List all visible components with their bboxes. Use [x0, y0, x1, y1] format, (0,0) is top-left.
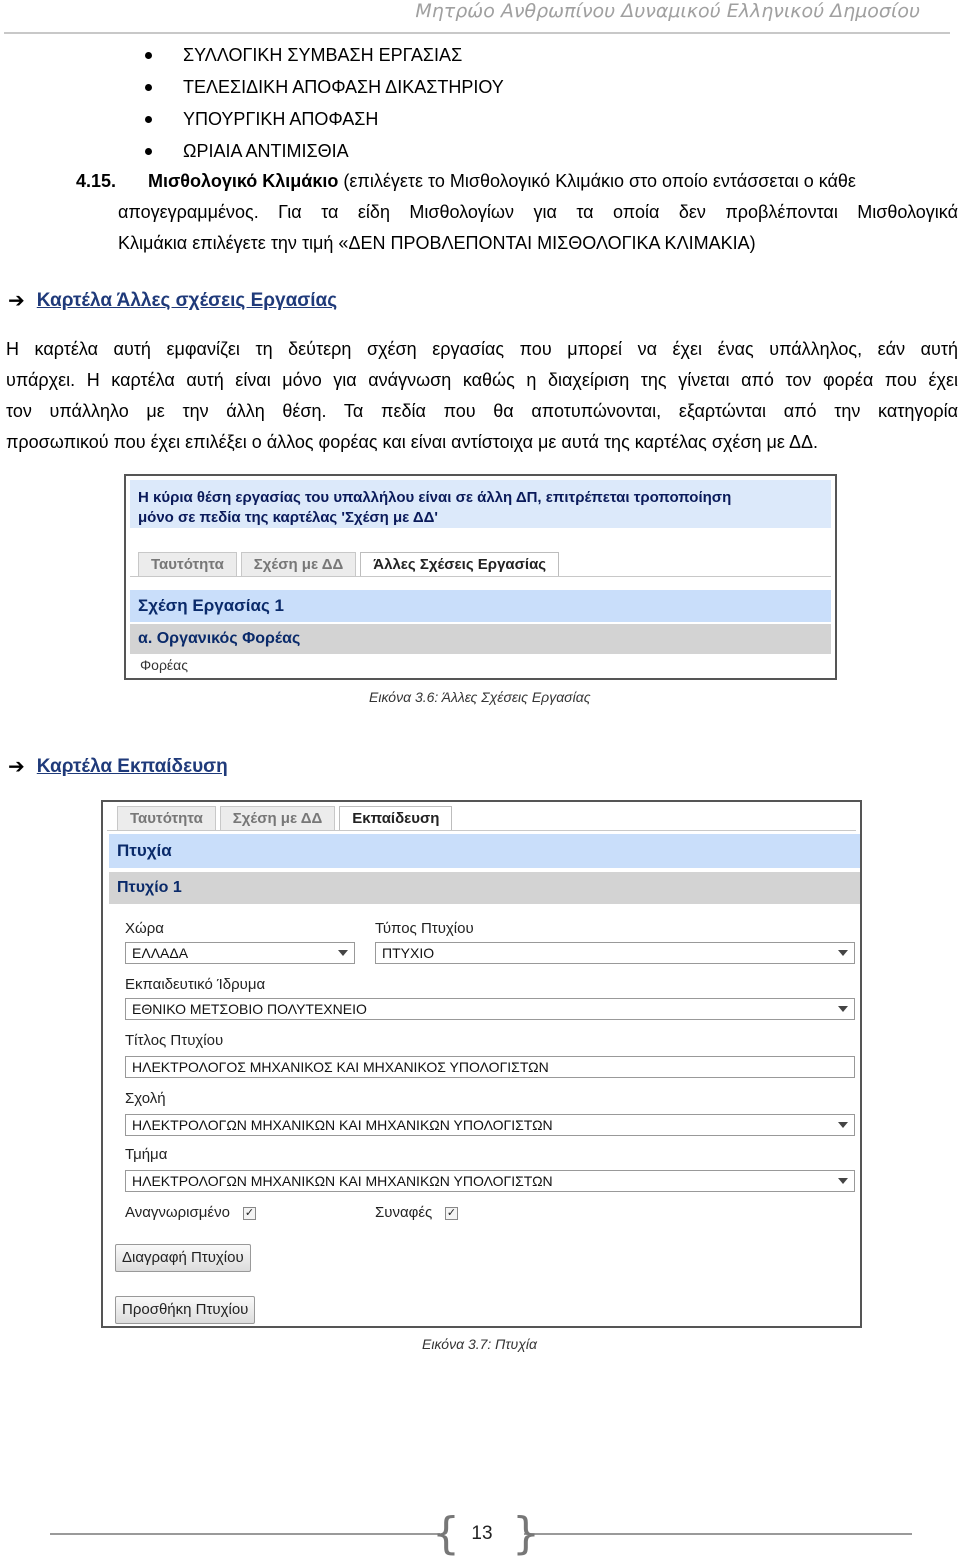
country-value: ΕΛΛΑΔΑ	[132, 945, 189, 961]
item-text: (επιλέγετε το Μισθολογικό Κλιμάκιο στο οποίο εντάσσεται ο κάθε	[338, 171, 856, 191]
left-brace-icon: {	[432, 1508, 460, 1559]
arrow-right-icon: ➔	[8, 756, 25, 778]
list-item: ΣΥΛΛΟΓΙΚΗ ΣΥΜΒΑΣΗ ΕΡΓΑΣΙΑΣ	[145, 42, 504, 74]
section-heading-other-relations	[8, 288, 337, 313]
field-label-body: Φορέας	[140, 657, 189, 673]
list-item: ΥΠΟΥΡΓΙΚΗ ΑΠΟΦΑΣΗ	[145, 106, 504, 138]
figure-caption: Εικόνα 3.7: Πτυχία	[422, 1336, 537, 1352]
figure-other-relations-screenshot	[124, 474, 837, 680]
tab-relation-dd[interactable]: Σχέση με ΔΔ	[241, 552, 356, 576]
item-number: 4.15.	[76, 171, 117, 191]
contract-type-list	[145, 42, 504, 170]
footer-rule-left	[50, 1533, 440, 1535]
tab-education[interactable]: Εκπαίδευση	[339, 806, 452, 830]
relation-header: Σχέση Εργασίας 1	[130, 590, 831, 622]
list-item: ΤΕΛΕΣΙΔΙΚΗ ΑΠΟΦΑΣΗ ΔΙΚΑΣΤΗΡΙΟΥ	[145, 74, 504, 106]
list-item: ΩΡΙΑΙΑ ΑΝΤΙΜΙΣΘΙΑ	[145, 138, 504, 170]
para1-line: τον υπάλληλο με την άλλη θέση. Τα πεδία που θα αποτυπώνονται, εξαρτώνται από την κατηγορία	[6, 401, 958, 421]
para1-line: προσωπικού που έχει επιλέξει ο άλλος φορέας και είναι αντίστοιχα με αυτά της καρτέλας σχέση με ΔΔ.	[6, 432, 819, 452]
info-banner	[130, 480, 831, 528]
chevron-down-icon	[838, 950, 848, 956]
tab-identity[interactable]: Ταυτότητα	[138, 552, 237, 576]
tab-bar	[138, 552, 559, 576]
item-4-15-line1	[76, 166, 958, 197]
school-select[interactable]	[125, 1114, 855, 1136]
section-title: Καρτέλα Εκπαίδευση	[36, 755, 228, 777]
footer-rule-right	[524, 1533, 912, 1535]
para1-line: υπάρχει. Η καρτέλα αυτή είναι μόνο για ανάγνωση καθώς η διαχείριση της γίνεται από τον φορέα που έχει	[6, 370, 958, 390]
delete-degree-button[interactable]: Διαγραφή Πτυχίου	[115, 1244, 251, 1272]
institution-label: Εκπαιδευτικό Ίδρυμα	[125, 976, 266, 993]
page-number: 13	[471, 1523, 493, 1544]
degree-1-header: Πτυχίο 1	[109, 872, 860, 904]
header-rule	[4, 32, 950, 34]
tab-relation-dd[interactable]: Σχέση με ΔΔ	[220, 806, 335, 830]
info-banner-line: μόνο σε πεδία της καρτέλας 'Σχέση με ΔΔ'	[138, 509, 438, 526]
related-checkbox[interactable]: ✓	[446, 1207, 457, 1219]
organic-body-header: α. Οργανικός Φορέας	[130, 624, 831, 654]
chevron-down-icon	[838, 1122, 848, 1128]
school-label: Σχολή	[125, 1090, 166, 1107]
degree-type-select[interactable]	[375, 942, 855, 964]
department-label: Τμήμα	[125, 1146, 168, 1163]
figure-caption: Εικόνα 3.6: Άλλες Σχέσεις Εργασίας	[369, 689, 591, 705]
info-banner-line: Η κύρια θέση εργασίας του υπαλλήλου είναι σε άλλη ΔΠ, επιτρέπεται τροποποίηση	[138, 489, 732, 506]
right-brace-icon: }	[512, 1508, 540, 1559]
tab-underline	[130, 576, 831, 577]
department-select[interactable]	[125, 1170, 855, 1192]
recognized-label: Αναγνωρισμένο	[125, 1204, 230, 1221]
chevron-down-icon	[838, 1178, 848, 1184]
country-select[interactable]	[125, 942, 355, 964]
degrees-header: Πτυχία	[109, 834, 860, 868]
para1-line: Η καρτέλα αυτή εμφανίζει τη δεύτερη σχέση εργασίας που μπορεί να έχει ένας υπάλληλος, εάν αυτή	[6, 339, 958, 359]
recognized-checkbox[interactable]: ✓	[244, 1207, 255, 1219]
institution-value: ΕΘΝΙΚΟ ΜΕΤΣΟΒΙΟ ΠΟΛΥΤΕΧΝΕΙΟ	[132, 1001, 367, 1017]
school-value: ΗΛΕΚΤΡΟΛΟΓΩΝ ΜΗΧΑΝΙΚΩΝ ΚΑΙ ΜΗΧΑΝΙΚΩΝ ΥΠΟΛΟΓΙΣΤΩΝ	[132, 1117, 553, 1133]
chevron-down-icon	[338, 950, 348, 956]
department-value: ΗΛΕΚΤΡΟΛΟΓΩΝ ΜΗΧΑΝΙΚΩΝ ΚΑΙ ΜΗΧΑΝΙΚΩΝ ΥΠΟΛΟΓΙΣΤΩΝ	[132, 1173, 553, 1189]
chevron-down-icon	[838, 1006, 848, 1012]
section-heading-education	[8, 754, 228, 779]
degree-type-label: Τύπος Πτυχίου	[375, 920, 474, 937]
arrow-right-icon: ➔	[8, 290, 25, 312]
degree-title-input[interactable]: ΗΛΕΚΤΡΟΛΟΓΟΣ ΜΗΧΑΝΙΚΟΣ ΚΑΙ ΜΗΧΑΝΙΚΟΣ ΥΠΟΛΟΓΙΣΤΩΝ	[125, 1056, 855, 1078]
item-4-15-line3: Κλιμάκια επιλέγετε την τιμή «ΔΕΝ ΠΡΟΒΛΕΠΟΝΤΑΙ ΜΙΣΘΟΛΟΓΙΚΑ ΚΛΙΜΑΚΙΑ)	[118, 233, 756, 253]
related-label: Συναφές	[375, 1204, 433, 1221]
tab-other-relations[interactable]: Άλλες Σχέσεις Εργασίας	[360, 552, 559, 576]
institution-select[interactable]	[125, 998, 855, 1020]
tab-identity[interactable]: Ταυτότητα	[117, 806, 216, 830]
item-4-15-line2: απογεγραμμένος. Για τα είδη Μισθολογίων για τα οποία δεν προβλέπονται Μισθολογικά	[118, 202, 958, 222]
country-label: Χώρα	[125, 920, 164, 937]
section-title: Καρτέλα Άλλες σχέσεις Εργασίας	[36, 289, 338, 311]
tab-bar	[117, 806, 452, 830]
add-degree-button[interactable]: Προσθήκη Πτυχίου	[115, 1296, 255, 1324]
running-header-title: Μητρώο Ανθρωπίνου Δυναμικού Ελληνικού Δημοσίου	[415, 0, 920, 22]
figure-education-screenshot	[101, 800, 862, 1328]
item-term: Μισθολογικό Κλιμάκιο	[148, 171, 339, 191]
degree-type-value: ΠΤΥΧΙΟ	[382, 945, 435, 961]
degree-title-label: Τίτλος Πτυχίου	[125, 1032, 224, 1049]
tab-underline	[107, 830, 856, 831]
